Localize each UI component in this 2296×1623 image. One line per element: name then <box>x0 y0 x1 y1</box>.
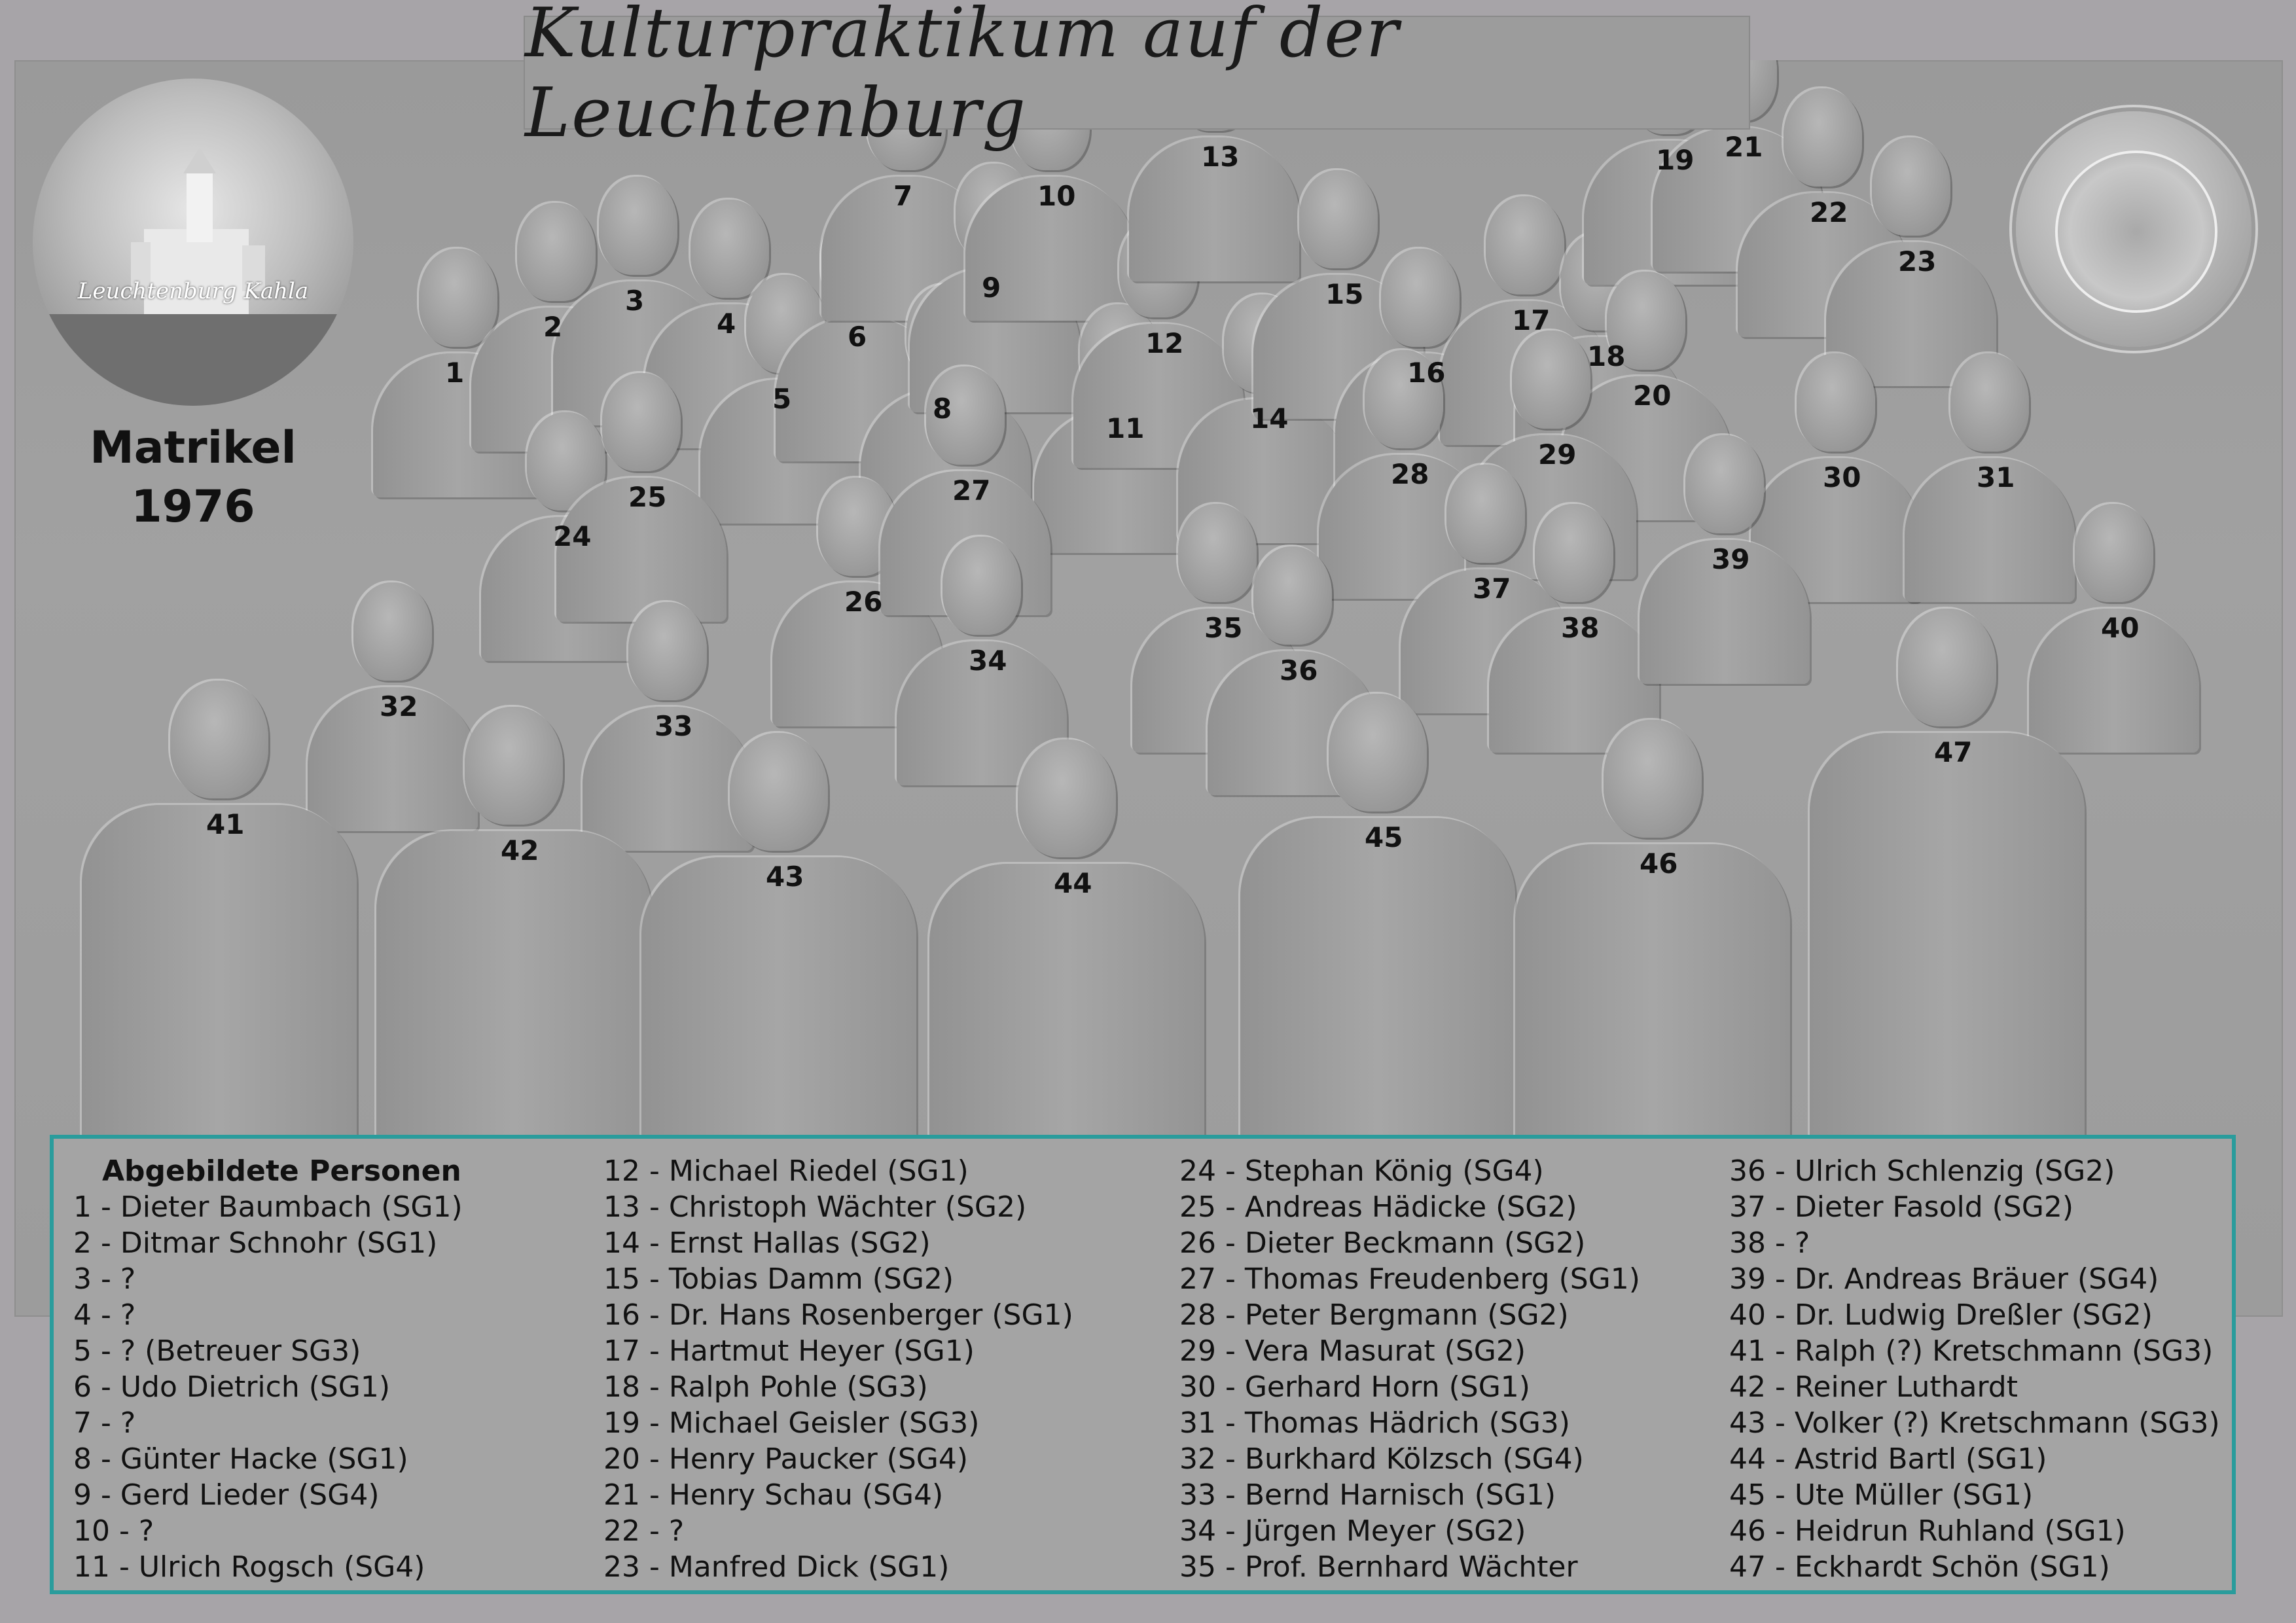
legend-entry: 26 - Dieter Beckmann (SG2) <box>1179 1226 1586 1260</box>
person-head <box>1486 196 1564 294</box>
person-head <box>1253 546 1332 645</box>
photo-number-label: 6 <box>848 321 867 353</box>
person-head <box>419 249 497 347</box>
photo-number-label: 28 <box>1391 458 1429 490</box>
legend-entry: 36 - Ulrich Schlenzig (SG2) <box>1729 1154 2115 1188</box>
legend-entry: 5 - ? (Betreuer SG3) <box>73 1334 361 1368</box>
person-head <box>691 200 769 298</box>
person-head <box>170 681 268 798</box>
photo-number-label: 12 <box>1145 327 1184 359</box>
legend-entry: 46 - Heidrun Ruhland (SG1) <box>1729 1514 2126 1548</box>
person-head <box>628 602 707 700</box>
person-head <box>1018 740 1116 857</box>
person-head <box>465 707 563 825</box>
person-head <box>1898 609 1996 726</box>
leuchtenburg-logo <box>33 79 353 406</box>
photo-number-label: 4 <box>717 308 736 340</box>
legend-entry: 47 - Eckhardt Schön (SG1) <box>1729 1550 2110 1584</box>
legend-entry: 25 - Andreas Hädicke (SG2) <box>1179 1190 1577 1224</box>
person-head <box>1329 694 1427 812</box>
photo-number-label: 18 <box>1587 340 1626 372</box>
photo-number-label: 32 <box>380 690 418 722</box>
legend-entry: 29 - Vera Masurat (SG2) <box>1179 1334 1526 1368</box>
legend-entry: 15 - Tobias Damm (SG2) <box>603 1262 954 1296</box>
person-head <box>1535 504 1613 602</box>
matrikel-year: 1976 <box>131 481 255 533</box>
photo-number-label: 41 <box>206 808 245 840</box>
matrikel-label <box>85 419 301 537</box>
legend-entry: 45 - Ute Müller (SG1) <box>1729 1478 2034 1512</box>
person-body <box>1810 733 2085 1191</box>
legend-entry: 10 - ? <box>73 1514 154 1548</box>
photo-number-label: 9 <box>982 272 1001 304</box>
photo-number-label: 34 <box>969 645 1007 677</box>
legend-entry: 20 - Henry Paucker (SG4) <box>603 1442 969 1476</box>
photo-number-label: 36 <box>1280 654 1318 687</box>
person-head <box>2075 504 2153 602</box>
person-head <box>1950 353 2029 452</box>
legend-entry: 9 - Gerd Lieder (SG4) <box>73 1478 380 1512</box>
legend-entry: 1 - Dieter Baumbach (SG1) <box>73 1190 463 1224</box>
photo-number-label: 8 <box>933 393 952 425</box>
person-head <box>1446 465 1525 563</box>
photo-number-label: 31 <box>1977 461 2015 493</box>
legend-entry: 39 - Dr. Andreas Bräuer (SG4) <box>1729 1262 2159 1296</box>
person-head <box>602 373 681 471</box>
photo-number-label: 43 <box>766 861 804 893</box>
photo-number-label: 29 <box>1538 438 1577 471</box>
legend-entry: 35 - Prof. Bernhard Wächter <box>1179 1550 1578 1584</box>
legend-entry: 18 - Ralph Pohle (SG3) <box>603 1370 928 1404</box>
legend-entry: 2 - Ditmar Schnohr (SG1) <box>73 1226 438 1260</box>
legend-entry: 32 - Burkhard Kölzsch (SG4) <box>1179 1442 1584 1476</box>
page-title: Kulturpraktikum auf der Leuchtenburg <box>525 0 1400 152</box>
university-seal-icon <box>2016 111 2251 347</box>
logo-caption: Leuchtenburg Kahla <box>77 278 309 304</box>
photo-number-label: 40 <box>2101 612 2140 644</box>
photo-number-label: 13 <box>1201 141 1240 173</box>
photo-number-label: 46 <box>1640 847 1678 880</box>
legend-entry: 8 - Günter Hacke (SG1) <box>73 1442 408 1476</box>
photo-number-label: 17 <box>1512 304 1551 336</box>
person-head <box>1512 330 1590 429</box>
person-head <box>1604 720 1702 838</box>
person-head <box>599 177 677 275</box>
person-head <box>942 537 1021 635</box>
photo-number-label: 24 <box>553 520 592 552</box>
legend-entry: 13 - Christoph Wächter (SG2) <box>603 1190 1027 1224</box>
legend-list-2 <box>603 1153 1073 1585</box>
photo-number-label: 30 <box>1823 461 1861 493</box>
photo-number-label: 37 <box>1473 573 1511 605</box>
legend-list-4 <box>1729 1153 2220 1585</box>
photo-number-label: 38 <box>1561 612 1600 644</box>
legend-entry: 38 - ? <box>1729 1226 1810 1260</box>
photo-number-label: 15 <box>1325 278 1364 310</box>
photo-number-label: 19 <box>1656 144 1695 176</box>
photo-number-label: 45 <box>1365 821 1403 853</box>
legend-entry: 11 - Ulrich Rogsch (SG4) <box>73 1550 425 1584</box>
photo-number-label: 1 <box>445 357 465 389</box>
matrikel-word: Matrikel <box>90 422 296 474</box>
photo-number-label: 23 <box>1898 245 1937 277</box>
legend-column-1 <box>73 1153 463 1585</box>
legend-column-2 <box>603 1153 1073 1585</box>
person-head <box>353 582 432 681</box>
photo-number-label: 14 <box>1250 402 1289 435</box>
legend-entry: 23 - Manfred Dick (SG1) <box>603 1550 950 1584</box>
legend-entry: 41 - Ralph (?) Kretschmann (SG3) <box>1729 1334 2214 1368</box>
legend-entry: 6 - Udo Dietrich (SG1) <box>73 1370 391 1404</box>
photo-number-label: 2 <box>543 311 563 343</box>
person-head <box>1784 88 1862 187</box>
legend-box <box>50 1135 2236 1594</box>
photo-number-label: 44 <box>1054 867 1092 899</box>
photo-number-label: 27 <box>952 474 991 507</box>
photo-number-label: 10 <box>1037 180 1076 212</box>
legend-entry: 31 - Thomas Hädrich (SG3) <box>1179 1406 1570 1440</box>
person-head <box>1872 137 1950 236</box>
castle-icon <box>33 79 353 406</box>
legend-list-3 <box>1179 1153 1640 1585</box>
legend-list-1 <box>73 1189 463 1585</box>
photo-number-label: 22 <box>1810 196 1848 228</box>
seal-portrait <box>2055 151 2217 313</box>
legend-entry: 30 - Gerhard Horn (SG1) <box>1179 1370 1530 1404</box>
legend-column-4 <box>1729 1153 2220 1585</box>
photo-number-label: 39 <box>1712 543 1750 575</box>
legend-entry: 33 - Bernd Harnisch (SG1) <box>1179 1478 1556 1512</box>
legend-entry: 43 - Volker (?) Kretschmann (SG3) <box>1729 1406 2220 1440</box>
legend-entry: 4 - ? <box>73 1298 136 1332</box>
legend-entry: 17 - Hartmut Heyer (SG1) <box>603 1334 975 1368</box>
legend-entry: 24 - Stephan König (SG4) <box>1179 1154 1544 1188</box>
photo-number-label: 35 <box>1204 612 1243 644</box>
legend-entry: 28 - Peter Bergmann (SG2) <box>1179 1298 1569 1332</box>
person-head <box>1685 435 1764 533</box>
legend-entry: 16 - Dr. Hans Rosenberger (SG1) <box>603 1298 1073 1332</box>
legend-entry: 7 - ? <box>73 1406 136 1440</box>
photo-number-label: 20 <box>1633 380 1672 412</box>
legend-entry: 3 - ? <box>73 1262 136 1296</box>
legend-entry: 42 - Reiner Luthardt <box>1729 1370 2018 1404</box>
legend-heading: Abgebildete Personen <box>102 1154 461 1188</box>
legend-entry: 44 - Astrid Bartl (SG1) <box>1729 1442 2047 1476</box>
person-head <box>1299 170 1378 268</box>
photo-number-label: 11 <box>1106 412 1145 444</box>
legend-column-3 <box>1179 1153 1640 1585</box>
photo-number-label: 25 <box>628 481 667 513</box>
photo-number-label: 7 <box>893 180 913 212</box>
legend-entry: 34 - Jürgen Meyer (SG2) <box>1179 1514 1526 1548</box>
legend-entry: 40 - Dr. Ludwig Dreßler (SG2) <box>1729 1298 2153 1332</box>
photo-number-label: 3 <box>625 285 645 317</box>
title-banner <box>524 0 1750 152</box>
photo-number-label: 26 <box>844 586 883 618</box>
photo-number-label: 33 <box>655 710 693 742</box>
photo-number-label: 42 <box>501 834 539 866</box>
legend-entry: 12 - Michael Riedel (SG1) <box>603 1154 969 1188</box>
group-photo <box>14 60 2283 1317</box>
person-head <box>1381 249 1460 347</box>
person-head <box>517 203 596 301</box>
person-head <box>730 733 828 851</box>
photo-number-label: 5 <box>772 383 792 415</box>
person-head <box>1797 353 1875 452</box>
photo-number-label: 16 <box>1407 357 1446 389</box>
legend-entry: 22 - ? <box>603 1514 685 1548</box>
legend-entry: 19 - Michael Geisler (SG3) <box>603 1406 980 1440</box>
person-head <box>1178 504 1257 602</box>
legend-entry: 37 - Dieter Fasold (SG2) <box>1729 1190 2073 1224</box>
legend-entry: 14 - Ernst Hallas (SG2) <box>603 1226 931 1260</box>
legend-entry: 27 - Thomas Freudenberg (SG1) <box>1179 1262 1640 1296</box>
legend-entry: 21 - Henry Schau (SG4) <box>603 1478 944 1512</box>
photo-number-label: 21 <box>1725 131 1763 163</box>
photo-number-label: 47 <box>1934 736 1973 768</box>
